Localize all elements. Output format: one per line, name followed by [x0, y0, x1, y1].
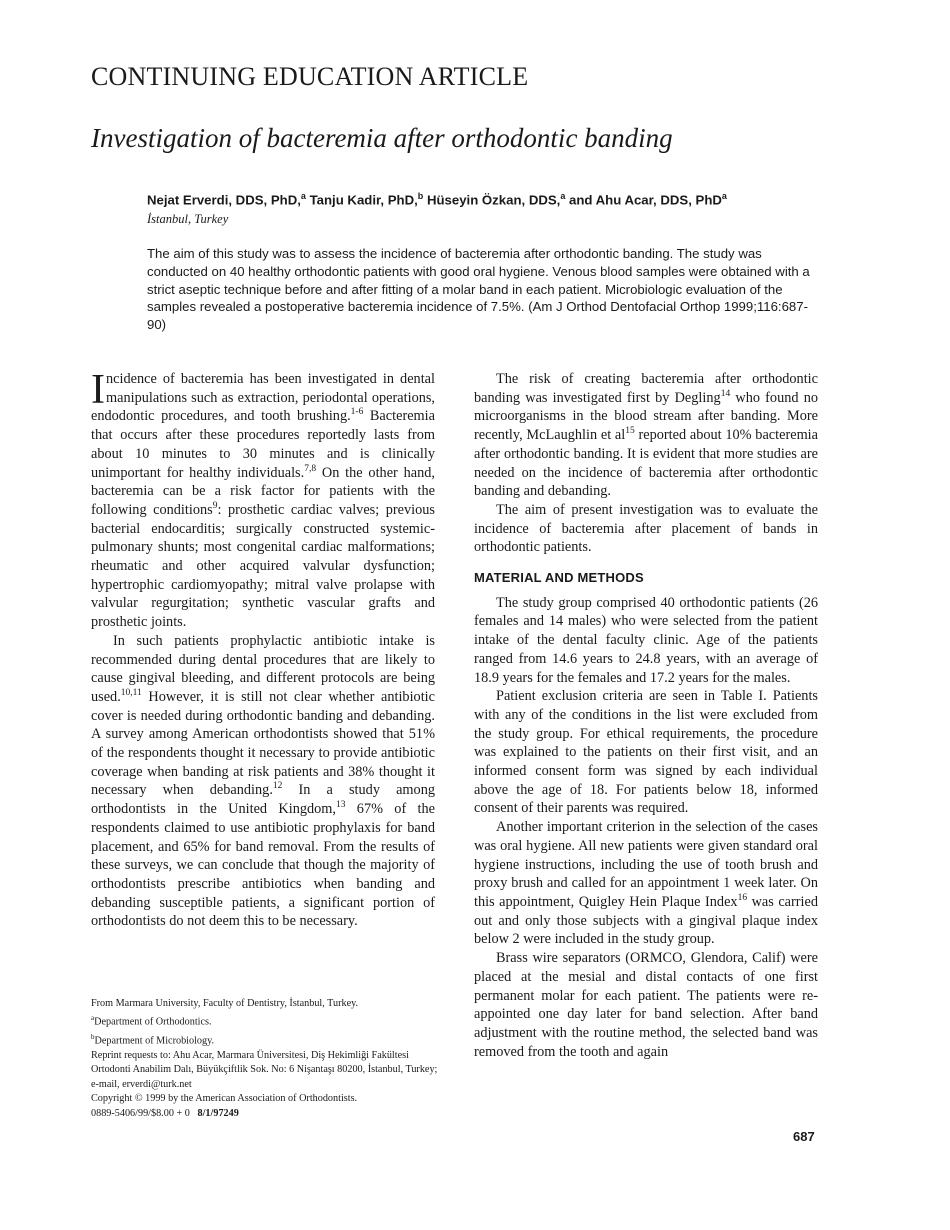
citation: 7,8 [304, 463, 317, 474]
footnote-affiliation: From Marmara University, Faculty of Dentistry, İstanbul, Turkey. [91, 998, 359, 1009]
drop-cap: I [91, 367, 105, 413]
section-heading: MATERIAL AND METHODS [474, 570, 644, 586]
citation: 14 [720, 388, 731, 399]
author-name: Hüseyin Özkan, DDS, [423, 192, 561, 208]
citation: 1-6 [350, 407, 364, 418]
author-name: Nejat Erverdi, DDS, PhD, [147, 192, 301, 208]
footnote-reprint: Reprint requests to: Ahu Acar, Marmara Üniversitesi, Diş Hekimliği Fakültesi Ortodonti Anabilim Dalı, Büyükçiftlik Sok. No: 6 Nişantaşı 80200, İstanbul, Turkey; e-mail, erverdi@turk.net [91, 1050, 438, 1090]
abstract: The aim of this study was to assess the incidence of bacteremia after orthodontic banding. The study was conducted on 40 healthy orthodontic patients with good oral hygiene. Venous blood samples were obtained with a strict aseptic technique before and after fitting of a molar band in each patient. Microbiologic evaluation of the samples revealed a postoperative bacteremia incidence of 7.5%. (Am J Orthod Dentofacial Orthop 1999;116:687-90) [147, 246, 810, 333]
author-name: Tanju Kadir, PhD, [305, 192, 418, 208]
body-paragraph: Incidence of bacteremia has been investigated in dental manipulations such as extraction, periodontal operations, endodontic procedures, and tooth brushing.$^{1-6}$ Bacteremia that occurs after these procedures reportedly lasts from about 10 minutes to 30 minutes and is clinically unimportant for healthy individuals.$^{7,8}$ On the other hand, bacteremia can be a risk factor for patients with the following conditions$^9$: prosthetic cardiac valves; previous bacterial endocarditis; surgically constructed systemic-pulmonary shunts; most congenital cardiac malformations; rheumatic and other acquired valvular dysfunction; hypertrophic cardiomyopathy; mitral valve prolapse with valvular regurgitation; synthetic vascular grafts and prosthetic joints. [91, 367, 435, 631]
citation: 10,11 [120, 688, 142, 699]
body-paragraph: In such patients prophylactic antibiotic intake is recommended during dental procedures that are likely to cause gingival bleeding, and different protocols are being used.$^{10,11}$ However, it is still not clear whether antibiotic cover is needed during orthodontic banding and debanding. A survey among American orthodontists showed that 51% of the respondents thought it necessary to provide antibiotic coverage when banding at risk patients and 38% thought it necessary when debanding.$^{12}$ In a study among orthodontists in the United Kingdom,$^{13}$ 67% of the respondents claimed to use antibiotic prophylaxis for band placement, and 65% for band removal. From the results of these surveys, we can conclude that though the majority of orthodontists prescribe antibiotics when banding and debanding susceptible patients, a significant portion of orthodontists do not deem this to be necessary. [91, 632, 435, 930]
affiliation-mark: a [721, 191, 727, 201]
body-paragraph: The aim of present investigation was to evaluate the incidence of bacteremia after placement of bands in orthodontic patients. [474, 501, 818, 556]
footnote-dept-orthodontics: $^a$Department of Orthodontics. [91, 1014, 212, 1028]
body-paragraph: The study group comprised 40 orthodontic patients (26 females and 14 males) who were selected from the patient intake of the dental faculty clinic. Age of the patients ranged from 14.6 years to 24.8 years, with an average of 18.9 years for the females and 17.2 years for the males. [474, 594, 818, 686]
citation: 9 [212, 501, 218, 512]
author-name: and Ahu Acar, DDS, PhD [565, 192, 722, 208]
section-label: CONTINUING EDUCATION ARTICLE [91, 62, 529, 91]
article-title: Investigation of bacteremia after orthodontic banding [91, 123, 673, 153]
body-paragraph: The risk of creating bacteremia after orthodontic banding was investigated first by Degling$^{14}$ who found no microorganisms in the blood stream after banding. More recently, McLaughlin et $al^{15}$ reported about 10% bacteremia after orthodontic banding. It is evident that more studies are needed on the incidence of bacteremia after orthodontic banding and debanding. [474, 371, 819, 500]
footnotes [91, 997, 441, 1121]
right-column [474, 370, 818, 1061]
citation: 15 [625, 426, 635, 437]
body-paragraph: Another important criterion in the selection of the cases was oral hygiene. All new patients were given standard oral hygiene instructions, including the use of tooth brush and proxy brush and called for an appointment 1 week later. On this appointment, Quigley Hein Plaque Index$^{16}$ was carried out and only those subjects with a gingival plaque index below 2 were included in the study group. [474, 819, 819, 948]
page-number: 687 [793, 1129, 815, 1144]
footnote-issn: 0889-5406/99/$8.00 + 0 8/1/97249 [91, 1107, 239, 1119]
citation: 12 [272, 781, 283, 792]
left-column [91, 367, 435, 931]
footnote-copyright: Copyright © 1999 by the American Association of Orthodontists. [91, 1093, 358, 1105]
citation: 13 [335, 800, 346, 811]
footnote-dept-microbiology: $^b$Department of Microbiology. [91, 1033, 215, 1047]
author-list [147, 191, 727, 207]
body-paragraph: Brass wire separators (ORMCO, Glendora, Calif) were placed at the mesial and distal contacts of one first permanent molar for each patient. The patients were re-appointed one day later for band selection. After band adjustment with the routine method, the selected band was removed from the tooth and again [474, 950, 818, 1060]
author-location: İstanbul, Turkey [147, 212, 229, 226]
affiliation-mark: a [560, 191, 566, 201]
affiliation-mark: a [300, 191, 306, 201]
affiliation-mark: b [417, 191, 424, 201]
body-paragraph: Patient exclusion criteria are seen in Table I. Patients with any of the conditions in the list were excluded from the study group. For ethical requirements, the procedure was explained to the patients on their first visit, and an informed consent form was signed by each individual above the age of 18. For patients below 18, informed consent of their parents was required. [474, 688, 818, 817]
citation: 16 [737, 893, 748, 904]
